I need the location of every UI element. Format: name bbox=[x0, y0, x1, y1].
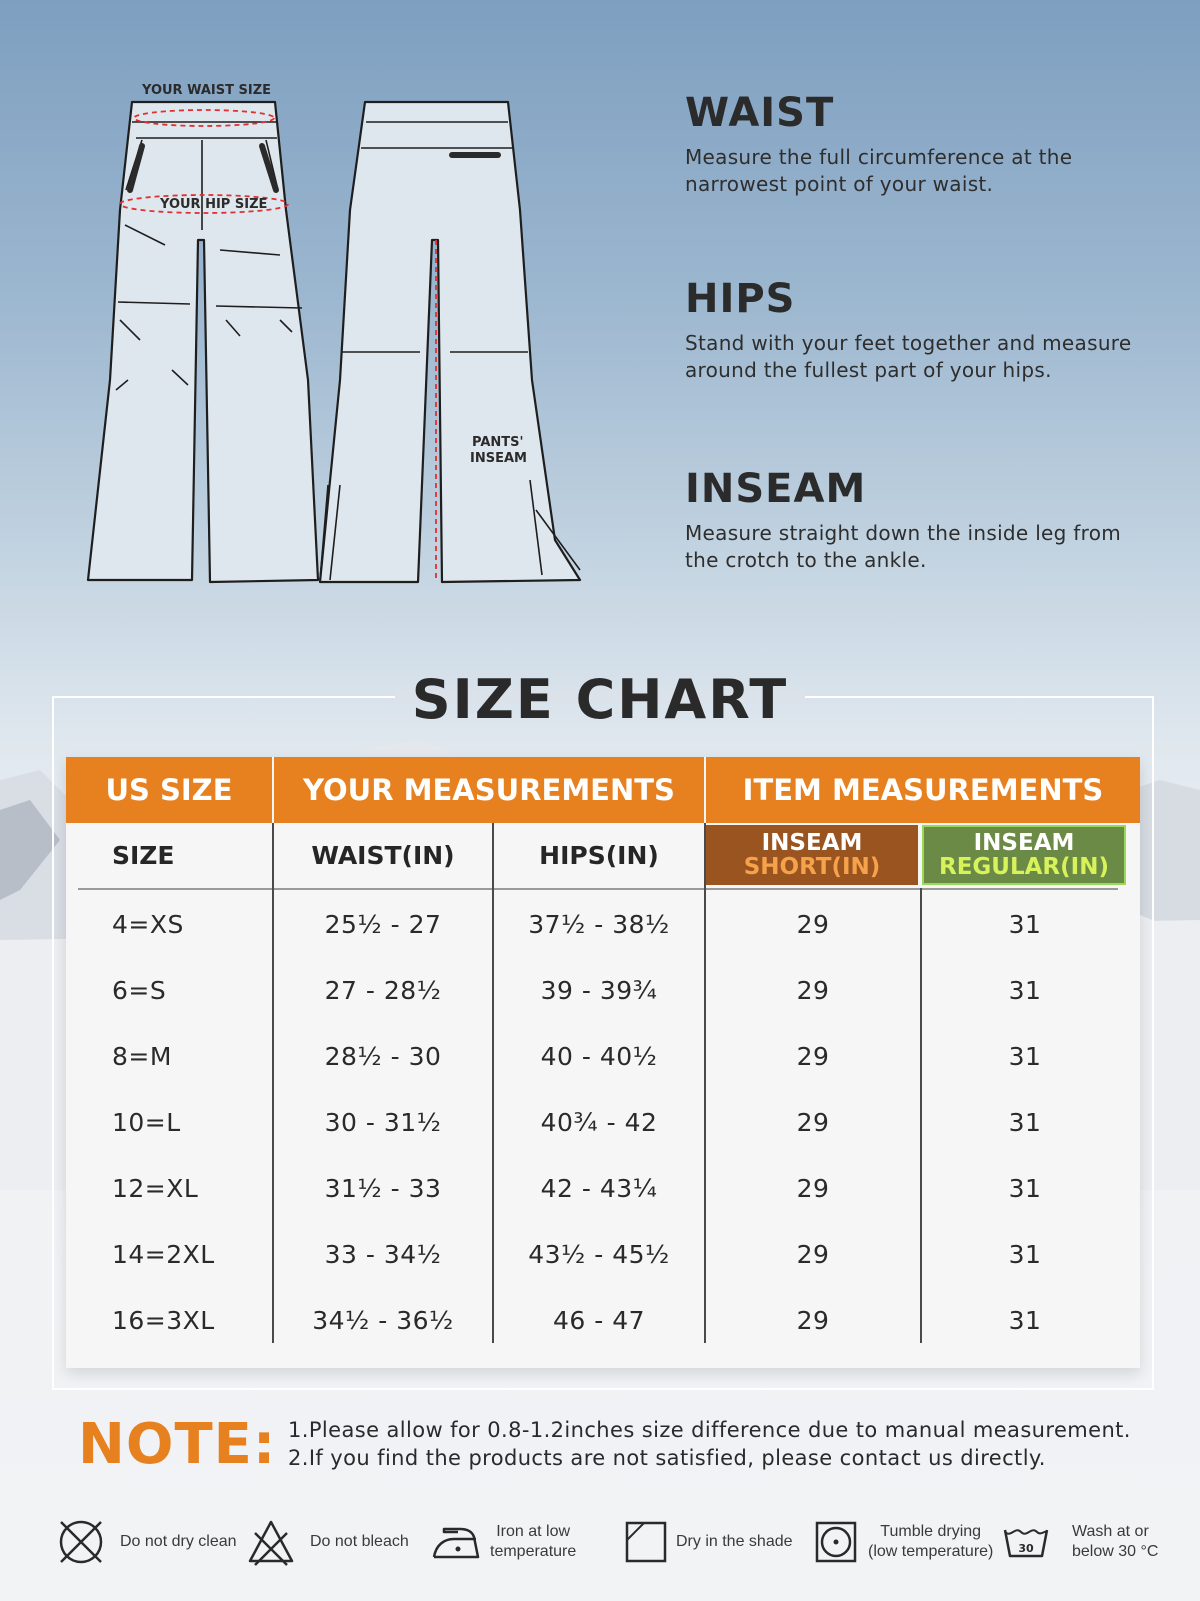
table-row bbox=[66, 1089, 1140, 1155]
size-cell: 10=L bbox=[112, 1107, 181, 1137]
inseam-regular-cell: 31 bbox=[1008, 909, 1042, 939]
wash-temp-number: 30 bbox=[1018, 1542, 1034, 1555]
care-label: Tumble drying bbox=[880, 1523, 982, 1540]
care-label: Do not dry clean bbox=[120, 1533, 237, 1550]
inseam-regular-cell: 31 bbox=[1008, 975, 1042, 1005]
size-cell: 16=3XL bbox=[112, 1305, 215, 1335]
inseam-short-cell: 29 bbox=[796, 1173, 830, 1203]
inseam-short-line1: INSEAM bbox=[761, 830, 863, 856]
hips-text: Stand with your feet together and measure around the fullest part of your hips. bbox=[685, 331, 1132, 382]
size-cell: 12=XL bbox=[112, 1173, 199, 1203]
care-label: temperature bbox=[490, 1543, 577, 1560]
size-cell: 14=2XL bbox=[112, 1239, 215, 1269]
hips-cell: 37½ - 38½ bbox=[528, 909, 670, 939]
hips-column-header: HIPS(IN) bbox=[539, 840, 659, 870]
care-label: below 30 °C bbox=[1072, 1543, 1159, 1560]
pants-diagram bbox=[80, 80, 610, 620]
iron-low-icon bbox=[430, 1517, 482, 1567]
hips-cell: 40¾ - 42 bbox=[540, 1107, 658, 1137]
dry-shade-icon bbox=[624, 1520, 668, 1564]
inseam-short-cell: 29 bbox=[796, 1041, 830, 1071]
inseam-regular-header bbox=[922, 825, 1126, 885]
item-measurements-header: ITEM MEASUREMENTS bbox=[706, 757, 1140, 823]
inseam-guide bbox=[685, 466, 1155, 574]
note-line-1: 1.Please allow for 0.8-1.2inches size difference due to manual measurement. bbox=[288, 1418, 1131, 1442]
inseam-short-cell: 29 bbox=[796, 1305, 830, 1335]
waist-text: Measure the full circumference at the narrowest point of your waist. bbox=[685, 145, 1073, 196]
inseam-short-cell: 29 bbox=[796, 975, 830, 1005]
your-measurements-header: YOUR MEASUREMENTS bbox=[274, 757, 704, 823]
inseam-short-cell: 29 bbox=[796, 1107, 830, 1137]
waist-cell: 25½ - 27 bbox=[324, 909, 442, 939]
hips-cell: 42 - 43¼ bbox=[540, 1173, 658, 1203]
waist-heading: WAIST bbox=[685, 90, 835, 136]
waist-cell: 28½ - 30 bbox=[324, 1041, 442, 1071]
table-row bbox=[66, 1221, 1140, 1287]
inseam-short-line2: SHORT(IN) bbox=[743, 854, 881, 880]
hip-size-label: YOUR HIP SIZE bbox=[160, 197, 268, 212]
table-row bbox=[66, 1155, 1140, 1221]
table-row bbox=[66, 1023, 1140, 1089]
table-row bbox=[66, 1287, 1140, 1353]
care-label: Iron at low bbox=[496, 1523, 571, 1540]
care-label: (low temperature) bbox=[868, 1543, 994, 1560]
inseam-regular-cell: 31 bbox=[1008, 1239, 1042, 1269]
care-item-tumble-dry bbox=[814, 1508, 993, 1576]
hips-cell: 43½ - 45½ bbox=[528, 1239, 670, 1269]
inseam-regular-cell: 31 bbox=[1008, 1107, 1042, 1137]
note-line-2: 2.If you find the products are not satisfied, please contact us directly. bbox=[288, 1446, 1046, 1470]
size-table bbox=[66, 757, 1140, 1368]
table-row bbox=[66, 891, 1140, 957]
inseam-regular-line1: INSEAM bbox=[973, 830, 1075, 856]
waist-column-header: WAIST(IN) bbox=[311, 840, 455, 870]
care-item-wash-30 bbox=[1002, 1508, 1158, 1576]
no-bleach-icon bbox=[246, 1517, 296, 1567]
care-label: Wash at or bbox=[1072, 1523, 1149, 1540]
inseam-regular-cell: 31 bbox=[1008, 1305, 1042, 1335]
inseam-regular-line2: REGULAR(IN) bbox=[939, 854, 1109, 880]
tumble-dry-icon bbox=[814, 1520, 858, 1564]
size-cell: 4=XS bbox=[112, 909, 184, 939]
care-item-iron-low bbox=[430, 1508, 576, 1576]
waist-size-label: YOUR WAIST SIZE bbox=[142, 83, 272, 98]
inseam-label-line2: INSEAM bbox=[470, 451, 527, 466]
us-size-header: US SIZE bbox=[66, 757, 272, 823]
waist-cell: 33 - 34½ bbox=[324, 1239, 442, 1269]
care-label: Do not bleach bbox=[310, 1533, 409, 1550]
size-cell: 6=S bbox=[112, 975, 167, 1005]
waist-guide bbox=[685, 90, 1155, 198]
inseam-short-cell: 29 bbox=[796, 1239, 830, 1269]
inseam-regular-cell: 31 bbox=[1008, 1173, 1042, 1203]
waist-cell: 34½ - 36½ bbox=[312, 1305, 454, 1335]
hips-cell: 46 - 47 bbox=[552, 1305, 646, 1335]
inseam-text: Measure straight down the inside leg from the crotch to the ankle. bbox=[685, 521, 1122, 572]
inseam-short-cell: 29 bbox=[796, 909, 830, 939]
care-label: Dry in the shade bbox=[676, 1533, 793, 1550]
size-chart-title: SIZE CHART bbox=[411, 668, 789, 731]
waist-cell: 31½ - 33 bbox=[324, 1173, 442, 1203]
waist-cell: 27 - 28½ bbox=[324, 975, 442, 1005]
hips-guide bbox=[685, 276, 1155, 384]
inseam-regular-cell: 31 bbox=[1008, 1041, 1042, 1071]
care-item-no-bleach bbox=[246, 1508, 409, 1576]
care-item-dry-shade bbox=[624, 1508, 793, 1576]
hips-cell: 40 - 40½ bbox=[540, 1041, 658, 1071]
hips-cell: 39 - 39¾ bbox=[540, 975, 658, 1005]
header-divider bbox=[78, 888, 1118, 890]
table-row bbox=[66, 957, 1140, 1023]
size-column-header: SIZE bbox=[112, 840, 175, 870]
wash-30-icon bbox=[1002, 1522, 1050, 1562]
care-item-no-dry-clean bbox=[56, 1508, 237, 1576]
waist-cell: 30 - 31½ bbox=[324, 1107, 442, 1137]
hips-heading: HIPS bbox=[685, 276, 796, 322]
note-label: NOTE: bbox=[78, 1412, 277, 1477]
size-cell: 8=M bbox=[112, 1041, 172, 1071]
inseam-short-header bbox=[706, 825, 918, 885]
inseam-heading: INSEAM bbox=[685, 466, 867, 512]
inseam-label-line1: PANTS' bbox=[472, 435, 524, 450]
no-dry-clean-icon bbox=[56, 1517, 106, 1567]
